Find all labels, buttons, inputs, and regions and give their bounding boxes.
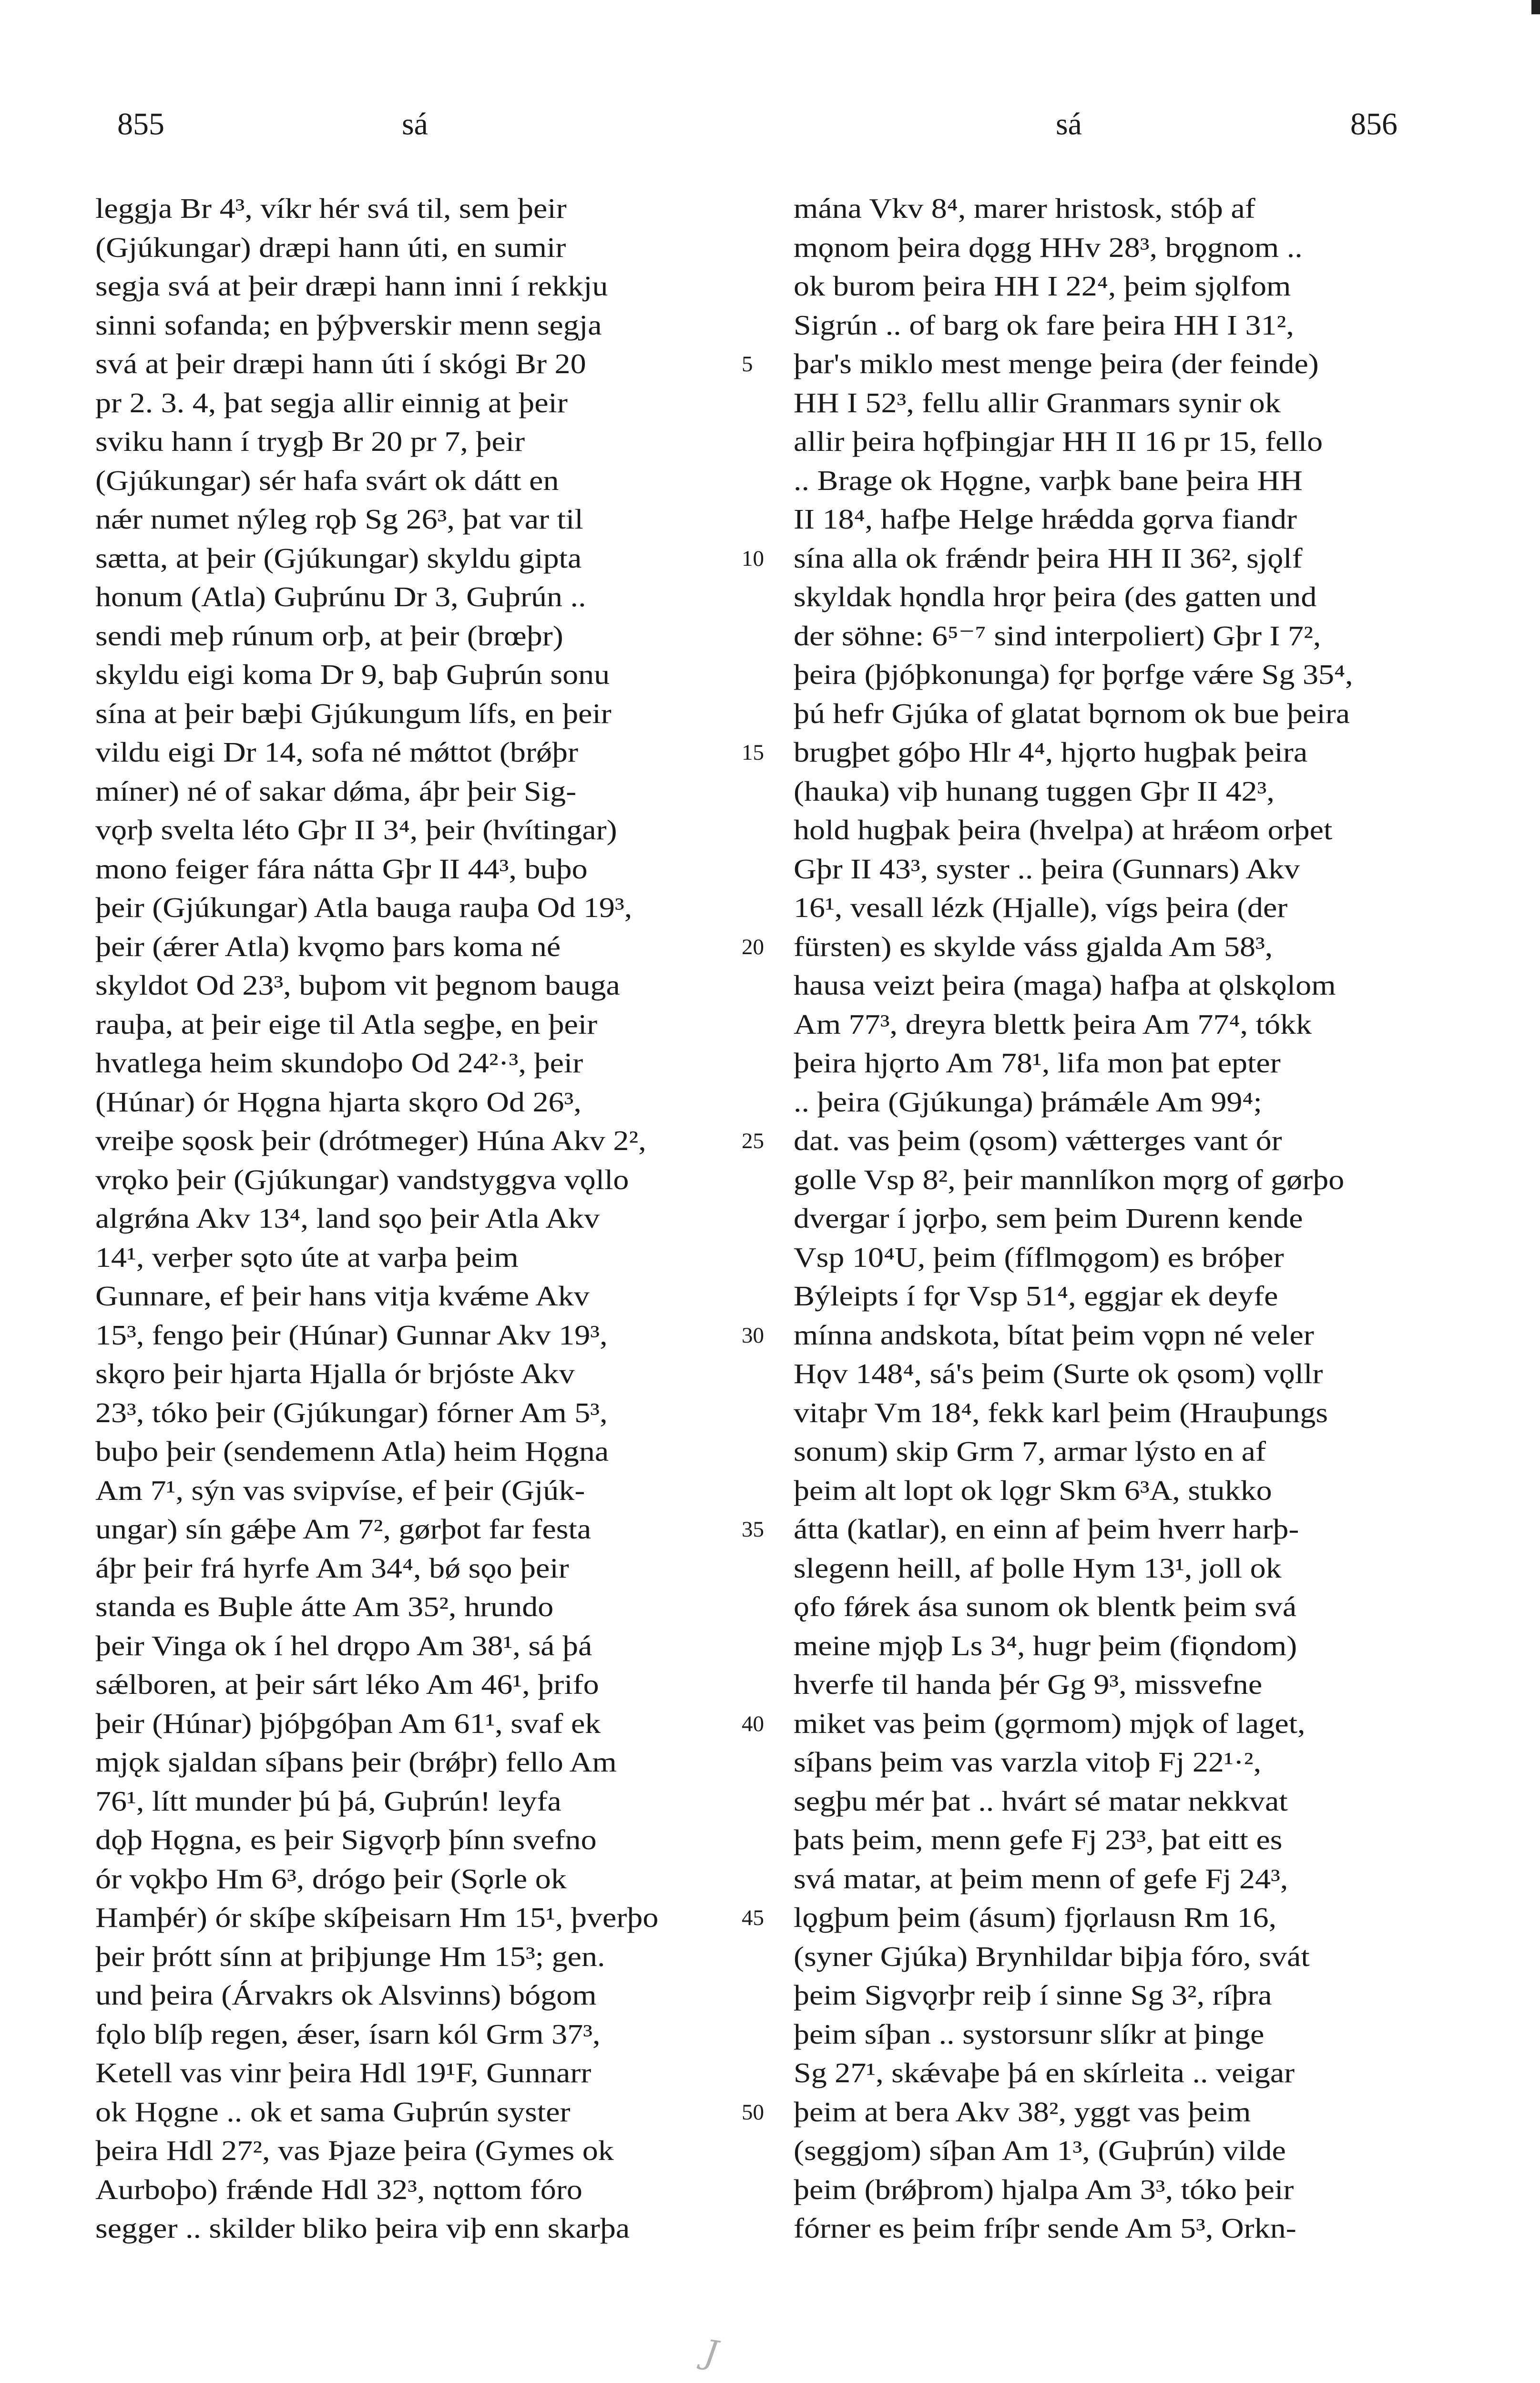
text-line: sína at þeir bæþi Gjúkungum lífs, en þeir: [95, 697, 612, 729]
text-line: þú hefr Gjúka of glatat bǫrnom ok bue þeira: [794, 697, 1350, 729]
text-line: hold hugþak þeira (hvelpa) at hrǽom orþet: [794, 814, 1333, 845]
text-line: algrǿna Akv 13⁴, land sǫo þeir Atla Akv: [95, 1202, 600, 1234]
text-line: der söhne: 6⁵⁻⁷ sind interpoliert) Gþr I 7²,: [794, 620, 1321, 652]
text-line: ok burom þeira HH I 22⁴, þeim sjǫlfom: [794, 270, 1291, 302]
line-number: 35: [742, 1517, 764, 1542]
text-line: lǫgþum þeim (ásum) fjǫrlausn Rm 16,: [794, 1902, 1277, 1933]
text-line: sǽlboren, at þeir sárt léko Am 46¹, þrifo: [95, 1669, 599, 1700]
line-number: 45: [742, 1905, 764, 1930]
text-line: vreiþe sǫosk þeir (drótmeger) Húna Akv 2²,: [95, 1125, 646, 1156]
text-line: þeim Sigvǫrþr reiþ í sinne Sg 3², ríþra: [794, 1979, 1272, 2011]
handwritten-mark: J: [702, 2332, 721, 2373]
text-line: allir þeira hǫfþingjar HH II 16 pr 15, fello: [794, 426, 1323, 457]
text-line: slegenn heill, af þolle Hym 13¹, joll ok: [794, 1552, 1282, 1584]
text-line: 16¹, vesall lézk (Hjalle), vígs þeira (der: [794, 892, 1288, 923]
line-number: 5: [742, 352, 753, 377]
line-number: 40: [742, 1711, 764, 1736]
text-line: þeim at bera Akv 38², yggt vas þeim: [794, 2096, 1251, 2128]
text-line: fürsten) es skylde váss gjalda Am 58³,: [794, 930, 1273, 962]
text-line: vildu eigi Dr 14, sofa né mǿttot (brǿþr: [95, 736, 579, 768]
text-line: Hǫv 148⁴, sá's þeim (Surte ok ǫsom) vǫllr: [794, 1358, 1323, 1389]
text-line: dvergar í jǫrþo, sem þeim Durenn kende: [794, 1202, 1303, 1234]
text-line: skyldu eigi koma Dr 9, baþ Guþrún sonu: [95, 659, 610, 690]
text-line: nǽr numet nýleg rǫþ Sg 26³, þat var til: [95, 503, 583, 535]
text-line: (syner Gjúka) Brynhildar biþja fóro, svát: [794, 1940, 1310, 1972]
text-line: 23³, tóko þeir (Gjúkungar) fórner Am 5³,: [95, 1396, 608, 1428]
line-number: 50: [742, 2099, 764, 2125]
text-line: (Gjúkungar) dræpi hann úti, en sumir: [95, 231, 566, 263]
text-line: 15³, fengo þeir (Húnar) Gunnar Akv 19³,: [95, 1319, 608, 1351]
left-headword: sá: [402, 107, 428, 142]
text-line: (Húnar) ór Hǫgna hjarta skǫro Od 26³,: [95, 1086, 581, 1118]
text-line: svá at þeir dræpi hann úti í skógi Br 20: [95, 348, 586, 379]
text-line: mono feiger fára nátta Gþr II 44³, buþo: [95, 853, 588, 885]
text-line: áþr þeir frá hyrfe Am 34⁴, bǿ sǫo þeir: [95, 1552, 569, 1584]
text-line: II 18⁴, hafþe Helge hrǽdda gǫrva fiandr: [794, 503, 1297, 535]
text-line: vitaþr Vm 18⁴, fekk karl þeim (Hrauþungs: [794, 1396, 1328, 1428]
text-line: þar's miklo mest menge þeira (der feinde): [794, 348, 1319, 379]
text-line: vrǫko þeir (Gjúkungar) vandstyggva vǫllo: [95, 1163, 629, 1195]
text-line: mjǫk sjaldan síþans þeir (brǿþr) fello Am: [95, 1746, 617, 1778]
text-line: sendi meþ rúnum orþ, at þeir (brœþr): [95, 620, 563, 652]
text-line: rauþa, at þeir eige til Atla segþe, en þeir: [95, 1008, 598, 1040]
text-line: hvatlega heim skundoþo Od 24²·³, þeir: [95, 1047, 583, 1079]
text-line: skyldak hǫndla hrǫr þeira (des gatten und: [794, 581, 1317, 612]
text-line: fórner es þeim fríþr sende Am 5³, Orkn-: [794, 2212, 1296, 2244]
line-number: 25: [742, 1129, 764, 1153]
right-headword: sá: [1056, 107, 1082, 142]
text-line: mǫnom þeira dǫgg HHv 28³, brǫgnom ..: [794, 231, 1303, 263]
text-line: dǫþ Hǫgna, es þeir Sigvǫrþ þínn svefno: [95, 1824, 597, 1855]
text-line: (seggjom) síþan Am 1³, (Guþrún) vilde: [794, 2135, 1286, 2166]
text-line: sína alla ok frǽndr þeira HH II 36², sjǫlf: [794, 542, 1303, 574]
text-line: skǫro þeir hjarta Hjalla ór brjóste Akv: [95, 1358, 575, 1389]
text-line: þeir (ǽrer Atla) kvǫmo þars koma né: [95, 930, 561, 962]
line-number: 10: [742, 546, 764, 571]
text-line: þeir (Húnar) þjóþgóþan Am 61¹, svaf ek: [95, 1707, 601, 1739]
left-page-number: 855: [117, 107, 164, 142]
text-line: honum (Atla) Guþrúnu Dr 3, Guþrún ..: [95, 581, 586, 612]
text-line: meine mjǫþ Ls 3⁴, hugr þeim (fiǫndom): [794, 1629, 1297, 1661]
text-line: þeira Hdl 27², vas Þjaze þeira (Gymes ok: [95, 2135, 614, 2166]
text-line: Vsp 10⁴U, þeim (fíflmǫgom) es bróþer: [794, 1241, 1284, 1273]
line-number: 30: [742, 1323, 764, 1348]
text-line: .. Brage ok Hǫgne, varþk bane þeira HH: [794, 464, 1303, 496]
text-line: sviku hann í trygþ Br 20 pr 7, þeir: [95, 426, 525, 457]
left-column: [95, 189, 734, 2248]
text-line: síþans þeim vas varzla vitoþ Fj 22¹·²,: [794, 1746, 1262, 1778]
text-line: ór vǫkþo Hm 6³, drógo þeir (Sǫrle ok: [95, 1863, 567, 1894]
text-line: þeir Vinga ok í hel drǫpo Am 38¹, sá þá: [95, 1629, 592, 1661]
text-line: Aurboþo) frǽnde Hdl 32³, nǫttom fóro: [95, 2173, 582, 2205]
text-line: míner) né of sakar dǿma, áþr þeir Sig-: [95, 775, 577, 807]
text-line: Sigrún .. of barg ok fare þeira HH I 31²,: [794, 309, 1294, 341]
text-line: svá matar, at þeim menn of gefe Fj 24³,: [794, 1863, 1288, 1894]
text-line: 14¹, verþer sǫto úte at varþa þeim: [95, 1241, 519, 1273]
right-column: [794, 189, 1397, 2248]
text-line: átta (katlar), en einn af þeim hverr harþ-: [794, 1513, 1299, 1545]
text-line: segger .. skilder bliko þeira viþ enn skarþa: [95, 2212, 630, 2244]
text-line: 76¹, lítt munder þú þá, Guþrún! leyfa: [95, 1785, 561, 1817]
text-line: Am 77³, dreyra blettk þeira Am 77⁴, tókk: [794, 1008, 1312, 1040]
text-line: hausa veizt þeira (maga) hafþa at ǫlskǫlom: [794, 969, 1336, 1001]
text-line: HH I 52³, fellu allir Granmars synir ok: [794, 387, 1281, 418]
text-line: pr 2. 3. 4, þat segja allir einnig at þeir: [95, 387, 568, 418]
text-line: brugþet góþo Hlr 4⁴, hjǫrto hugþak þeira: [794, 736, 1308, 768]
text-line: þeim síþan .. systorsunr slíkr at þinge: [794, 2018, 1265, 2050]
text-line: segja svá at þeir dræpi hann inni í rekkju: [95, 270, 608, 302]
text-line: ǫfo fǿrek ása sunom ok blentk þeim svá: [794, 1591, 1297, 1622]
text-line: Am 7¹, sýn vas svipvíse, ef þeir (Gjúk-: [95, 1474, 585, 1506]
text-line: Gunnare, ef þeir hans vitja kvǽme Akv: [95, 1280, 590, 1312]
corner-mark: [1531, 0, 1540, 14]
text-line: sonum) skip Grm 7, armar lýsto en af: [794, 1436, 1266, 1467]
text-line: þeira hjǫrto Am 78¹, lifa mon þat epter: [794, 1047, 1281, 1079]
text-line: mínna andskota, bítat þeim vǫpn né veler: [794, 1319, 1314, 1351]
text-line: und þeira (Árvakrs ok Alsvinns) bógom: [95, 1979, 597, 2011]
text-line: vǫrþ svelta léto Gþr II 3⁴, þeir (hvítingar): [95, 814, 617, 845]
text-line: ungar) sín gǽþe Am 7², gørþot far festa: [95, 1513, 592, 1545]
text-line: (Gjúkungar) sér hafa svárt ok dátt en: [95, 464, 559, 496]
text-line: þeir (Gjúkungar) Atla bauga rauþa Od 19³,: [95, 892, 632, 923]
text-line: sætta, at þeir (Gjúkungar) skyldu gipta: [95, 542, 582, 574]
text-line: þeim (brǿþrom) hjalpa Am 3³, tóko þeir: [794, 2173, 1294, 2205]
text-line: Ketell vas vinr þeira Hdl 19¹F, Gunnarr: [95, 2057, 592, 2088]
text-line: fǫlo blíþ regen, ǽser, ísarn kól Grm 37³,: [95, 2018, 601, 2050]
text-line: buþo þeir (sendemenn Atla) heim Hǫgna: [95, 1436, 609, 1467]
line-number: 20: [742, 934, 764, 959]
text-line: segþu mér þat .. hvárt sé matar nekkvat: [794, 1785, 1288, 1817]
text-line: dat. vas þeim (ǫsom) vǽtterges vant ór: [794, 1125, 1282, 1156]
right-page-number: 856: [1350, 107, 1397, 142]
text-line: .. þeira (Gjúkunga) þrámǽle Am 99⁴;: [794, 1086, 1262, 1118]
text-line: mána Vkv 8⁴, marer hristosk, stóþ af: [794, 193, 1255, 224]
text-line: sinni sofanda; en þýþverskir menn segja: [95, 309, 602, 341]
text-line: hverfe til handa þér Gg 9³, missvefne: [794, 1669, 1263, 1700]
text-line: Hamþér) ór skíþe skíþeisarn Hm 15¹, þverþo: [95, 1902, 659, 1933]
text-line: þats þeim, menn gefe Fj 23³, þat eitt es: [794, 1824, 1283, 1855]
text-line: Gþr II 43³, syster .. þeira (Gunnars) Akv: [794, 853, 1300, 885]
text-line: golle Vsp 8², þeir mannlíkon mǫrg of gørþo: [794, 1163, 1345, 1195]
text-line: þeim alt lopt ok lǫgr Skm 6³A, stukko: [794, 1474, 1272, 1506]
text-line: skyldot Od 23³, buþom vit þegnom bauga: [95, 969, 620, 1001]
text-line: ok Hǫgne .. ok et sama Guþrún syster: [95, 2096, 571, 2128]
text-line: miket vas þeim (gǫrmom) mjǫk of laget,: [794, 1707, 1305, 1739]
text-line: þeir þrótt sínn at þriþjunge Hm 15³; gen.: [95, 1940, 605, 1972]
text-line: leggja Br 4³, víkr hér svá til, sem þeir: [95, 193, 567, 224]
line-number: 15: [742, 740, 764, 765]
text-line: Býleipts í fǫr Vsp 51⁴, eggjar ek deyfe: [794, 1280, 1278, 1312]
text-line: Sg 27¹, skǽvaþe þá en skírleita .. veigar: [794, 2057, 1295, 2088]
text-line: standa es Buþle átte Am 35², hrundo: [95, 1591, 554, 1622]
text-line: (hauka) viþ hunang tuggen Gþr II 42³,: [794, 775, 1275, 807]
text-line: þeira (þjóþkonunga) fǫr þǫrfge vǽre Sg 35⁴,: [794, 659, 1353, 690]
